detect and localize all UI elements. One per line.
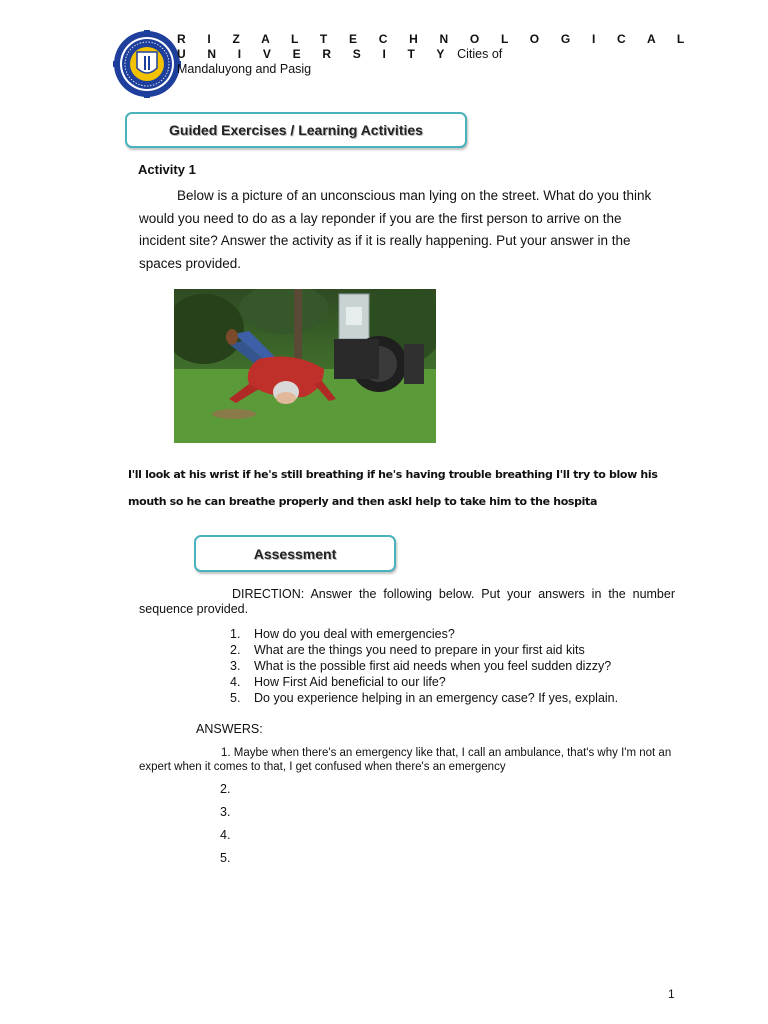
question-item [230,626,664,642]
assessment-title: Assessment [253,545,337,562]
university-seal-logo [113,30,181,98]
question-number: 1. [230,627,241,641]
question-number: 3. [230,659,241,673]
question-item [230,674,664,690]
answers-label: ANSWERS: [196,722,263,736]
university-location-1: Cities of [457,47,503,61]
university-location-2: Mandaluyong and Pasig [177,62,312,76]
assessment-heading [194,535,396,572]
answer-number-2: 2. [220,782,231,796]
question-item [230,690,664,706]
assessment-direction: DIRECTION: Answer the following below. Put your answers in the number sequence provided. [139,587,675,616]
question-item [230,642,664,658]
answer-number-5: 5. [220,851,231,865]
activity-title: Activity 1 [138,162,196,177]
question-list [230,626,664,706]
guided-exercises-title: Guided Exercises / Learning Activities [169,122,423,138]
question-number: 2. [230,643,241,657]
question-item [230,658,664,674]
answer-number-3: 3. [220,805,231,819]
answer-number-4: 4. [220,828,231,842]
guided-exercises-heading [125,112,467,148]
question-number: 4. [230,675,241,689]
question-text: What is the possible first aid needs when you feel sudden dizzy? [254,659,612,673]
page-number: 1 [668,987,675,1001]
answer-1: 1. Maybe when there's an emergency like that, I call an ambulance, that's why I'm not an expert when it comes to that, I get confused when there's an emergency [139,747,672,773]
university-header [177,32,697,77]
question-number: 5. [230,691,241,705]
question-text: What are the things you need to prepare in your first aid kits [254,643,585,657]
question-text: How First Aid beneficial to our life? [254,675,446,689]
man-lying-on-grass-photo [174,289,436,443]
question-text: Do you experience helping in an emergency case? If yes, explain. [254,691,619,705]
university-name: R I Z A L T E C H N O L O G I C A L U N I V E R S I T Y [177,32,694,61]
activity-answer: I'll look at his wrist if he's still breathing if he's having trouble breathing I'll try to blow his mouth so he can breathe properly and then askI help to take him to the hospita [128,468,658,508]
question-text: How do you deal with emergencies? [254,627,455,641]
activity-instructions: Below is a picture of an unconscious man lying on the street. What do you think would you need to do as a lay reponder if you are the first person to arrive on the incident site? Answer the activity as if it is really happening. Put your answer in the spaces provided. [139,188,652,271]
